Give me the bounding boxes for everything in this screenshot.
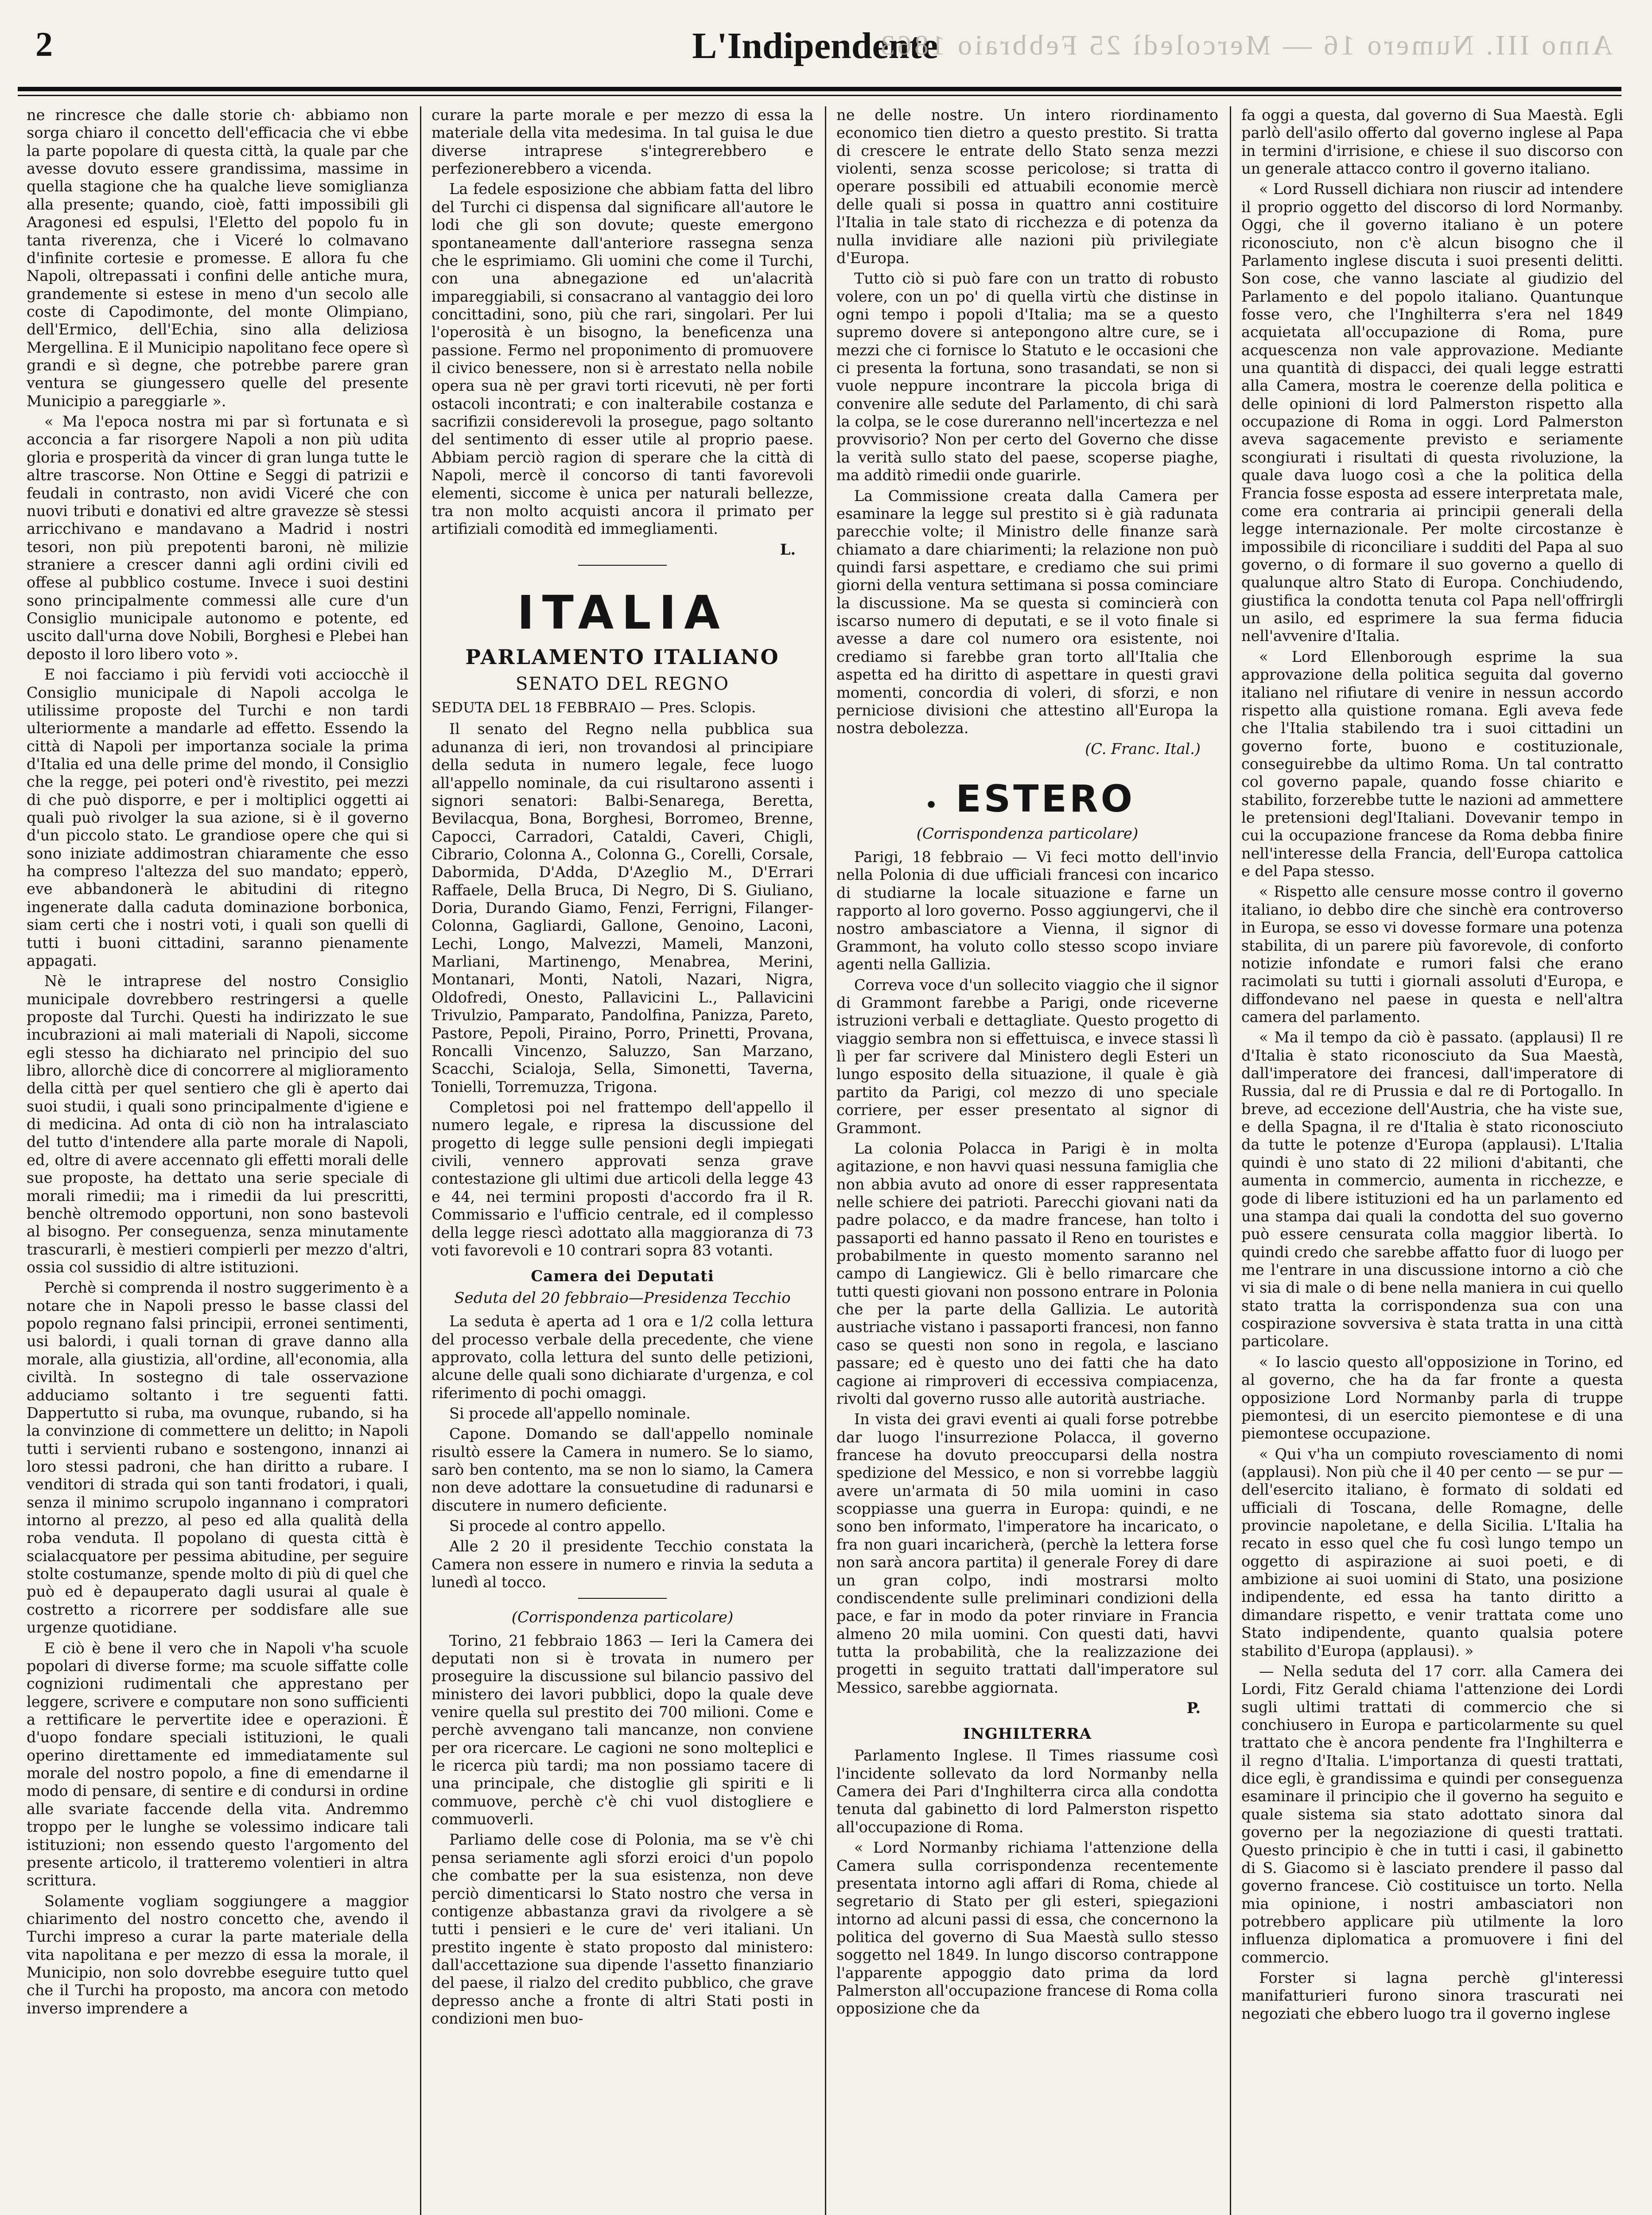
paragraph: Forster si lagna perchè gl'interessi manifatturieri furono sinora trascurati nei negoziati che ebbero luogo tra il governo inglese bbox=[1241, 1969, 1623, 2022]
paragraph: Solamente vogliam soggiungere a maggior chiarimento del nostro concetto che, avendo il Turchi impreso a curar la parte materiale della vita napolitana e per mezzo di essa la morale, il Municipio, non solo dovrebbe eseguire tutto quel che il Turchi ha proposto, ma ancora con metodo inverso imprendere a bbox=[27, 1892, 408, 2017]
paragraph: La Commissione creata dalla Camera per esaminare la legge sul prestito si è già radunata parecchie volte; il Ministro delle finanze sarà chiamato a dare chiarimenti; la relazione non può quindi farsi aspettare, e crediamo che sui primi giorni della ventura settimana si possa cominciare la discussione. Ma se questa si comincierà con iscarso numero di deputati, e se il voto finale si avesse a dare col numero ora esistente, noi crediamo si farebbe gran torto all'Italia che aspetta ed ha diritto di aspettare in questi gravi momenti, concordia di voleri, di sforzi, e non perniciose divisioni che attestino all'Europa la nostra debolezza. bbox=[836, 487, 1218, 737]
paragraph: Si procede all'appello nominale. bbox=[449, 1404, 691, 1422]
paragraph: E ciò è bene il vero che in Napoli v'ha scuole popolari di diverse forme; ma scuole siffatte colle cognizioni rudimentali che apprestano per leggere, scrivere e computare non sono sufficienti a rettificare le pervertite idee e operazioni. È d'uopo fondare speciali istituzioni, le quali operino direttamente ed immediatamente sul morale del nostro popolo, a fine di emendarne il modo di pensare, di sentire e di condursi in ordine alle svariate faccende della vita. Andremmo troppo per le lunghe se volessimo indicare tali istituzioni; non essendo questo l'argomento del presente articolo, il tratteremo volentieri in altra scrittura. bbox=[27, 1639, 408, 1889]
column-divider bbox=[1230, 106, 1231, 2215]
paragraph: Tutto ciò si può fare con un tratto di robusto volere, con un po' di quella virtù che distinse in ogni tempo i popoli d'Italia; ma se a questo supremo dovere si antepongono altre cure, se i mezzi che ci fornisce lo Statuto e le occasioni che ci presenta la fortuna, sono trasandati, se non si vuole neppure incontrare la piccola briga di convenire alle sedute del Parlamento, di chi sarà la colpa, se le cose dureranno nell'incertezza e nel provvisorio? Non per certo del Governo che disse la verità sullo stato del paese, scoperse piaghe, ma additò rimedii onde guarirle. bbox=[836, 270, 1218, 484]
paragraph: « Lord Russell dichiara non riuscir ad intendere il proprio oggetto del discorso di lord Normanby. Oggi, che il governo italiano è un potere riconosciuto, non c'è alcun bisogno che il Parlamento inglese discuta i suoi presenti delitti. Son cose, che vanno lasciate al giudizio del Parlamento e del popolo italiano. Quantunque fosse vero, che l'Inghilterra s'era nel 1849 acquietata all'occupazione di Roma, pure acquescenza non vale approvazione. Mediante una quantità di dispacci, dei quali legge estratti alla Camera, mostra le coerenze della politica e delle opinioni di lord Palmerston rispetto alla occupazione di Roma in oggi. Lord Palmerston aveva sagacemente previsto e seriamente scongiurati i risultati di questa rivoluzione, la quale dava luogo così a che la politica della Francia fosse esposta ad essere interpretata male, come era contraria ai principii generali della legge internazionale. Per molte circostanze è impossibile di riconciliare i sudditi del Papa al suo governo, o di formare il suo governo a quello di qualunque altro Stato di Europa. Conchiudendo, giustifica la condotta tenuta col Papa nell'offrirgli un asilo, ed esprimere la sua ferma fiducia nell'avvenire d'Italia. bbox=[1241, 180, 1623, 645]
paragraph: Nè le intraprese del nostro Consiglio municipale dovrebbero restringersi a quelle proposte dal Turchi. Questi ha indirizzato le sue incubrazioni ai mali materiali di Napoli, siccome egli stesso ha dichiarato nel principio del suo libro, allorchè dice di concorrere al miglioramento della città per quel sentiero che gli è aperto dai suoi studii, i quali sono principalmente d'igiene e di medicina. Ad onta di ciò non ha intralasciato del tutto d'intendere alla parte morale di Napoli, ed, oltre di avere accennato gli effetti morali delle sue proposte, ha dettato una serie speciale di morali rimedii; ma i rimedii da lui prescritti, benchè oltremodo opportuni, non sono bastevoli al bisogno. Per conseguenza, senza minutamente trascurarli, è mestieri compierli per mezzo d'altri, ossia col sussidio di altre istituzioni. bbox=[27, 972, 408, 1276]
page-number: 2 bbox=[35, 25, 53, 63]
paragraph: Completosi poi nel frattempo dell'appello il numero legale, e ripresa la discussione del progetto di legge sulle pensioni degli impiegati civili, vennero approvati senza grave contestazione gli ultimi due articoli della legge 43 e 44, nei termini proposti d'accordo fra il R. Commissario e l'ufficio centrale, ed il complesso della legge riescì adottato alla maggioranza di 73 voti favorevoli e 10 contrari sopra 83 votanti. bbox=[431, 1099, 813, 1259]
paragraph: — Nella seduta del 17 corr. alla Camera dei Lordi, Fitz Gerald chiama l'attenzione dei Lordi sugli ultimi trattati di commercio che si conchiusero in Europa e particolarmente su quel trattato che è ancora pendente fra l'Inghilterra e il regno d'Italia. L'importanza di questi trattati, dice egli, è grandissima e quindi per conseguenza esaminare il principio che il governo ha seguito e quale sistema sia stato adottato sinora dal governo per la negoziazione di questi trattati. Questo principio è che in tutti i casi, il gabinetto di S. Giacomo si è lasciato prendere il passo dal governo francese. Ciò costituisce un torto. Nella mia opinione, i nostri ambasciatori non potrebbero applicare più utilmente la loro influenza diplomatica a promuovere i fini del commercio. bbox=[1241, 1662, 1623, 1966]
camera-heading: Camera dei Deputati bbox=[531, 1267, 714, 1286]
corrispondenza-heading: (Corrispondenza particolare) bbox=[916, 825, 1139, 843]
paragraph: Alle 2 20 il presidente Tecchio constata la Camera non essere in numero e rinvia la seduta a lunedì al tocco. bbox=[431, 1538, 813, 1591]
article-signature: P. bbox=[1186, 1699, 1201, 1717]
paragraph: « Ma il tempo da ciò è passato. (applausi) Il re d'Italia è stato riconosciuto da Sua Maestà, dall'imperatore dei francesi, dall'imperatore di Russia, dal re di Prussia e dal re di Portogallo. In breve, ad eccezione dell'Austria, che ha viste sue, e della Spagna, il re d'Italia è stato riconosciuto da tutte le potenze d'Europa (applausi). L'Italia quindi è uno stato di 22 milioni d'abitanti, che aumenta in commercio, aumenta in ricchezze, e gode di libere istituzioni ed ha un parlamento ed una stampa dai quali la condotta del suo governo può essere censurata colla maggior libertà. Io quindi credo che sarebbe affatto fuor di luogo per me l'entrare in una discussione intorno a ciò che vi sia di male o di bene nella maniera in cui quello stato tratta la corrispondenza sua con una cospirazione sovversiva è stata tratta in una città particolare. bbox=[1241, 1029, 1623, 1350]
seduta-line: SEDUTA DEL 18 FEBBRAIO — Pres. Sclopis. bbox=[431, 699, 756, 716]
paragraph: Parlamento Inglese. Il Times riassume così l'incidente sollevato da lord Normanby nella Camera dei Pari d'Inghilterra circa alla condotta tenuta dal gabinetto di lord Palmerston rispetto all'occupazione di Roma. bbox=[836, 1747, 1218, 1836]
column-3 bbox=[836, 106, 1218, 2215]
corrispondenza-heading: (Corrispondenza particolare) bbox=[511, 1608, 734, 1626]
column-divider bbox=[420, 106, 421, 2215]
column-divider bbox=[825, 106, 826, 2215]
paragraph: « Ma l'epoca nostra mi par sì fortunata e sì acconcia a far risorgere Napoli a non più udita gloria e prosperità da vincer di gran lunga tutte le altre trascorse. Non Ottine e Seggi di patrizii e feudali in contrasto, non avidi Viceré che con nuovi tributi e donativi ed altre gravezze sè stessi arricchivano e mandavano a Madrid i nostri tesori, non più prepotenti baroni, nè milizie straniere a crescer danni agli ordini civili ed offese al pubblico costume. Invece i suoi destini sono principalmente commessi alle cure d'un Consiglio municipale autonomo e potente, ed uscito dall'urna dove Nobili, Borghesi e Plebei han deposto il loro libero voto ». bbox=[27, 413, 408, 663]
paragraph: La colonia Polacca in Parigi è in molta agitazione, e non havvi quasi nessuna famiglia che non abbia avuto ad onore di esser rappresentata nelle schiere dei patrioti. Parecchi giovani nati da padre polacco, e da madre francese, han tolto i passaporti ed hanno passato il Reno en touristes e probabilmente in questo momento saranno nel campo di Langiewicz. Gli è bello rimarcare che tutti questi giovani non possono entrare in Polonia che per la parte della Gallizia. Le autorità austriache vistano i passaporti francesi, non fanno caso se questi non sono in regola, e lasciano passare; ed è questo uno dei fatti che ha dato cagione ai rimproveri di eccessiva compiacenza, rivolti dal governo russo alle autorità austriache. bbox=[836, 1139, 1218, 1407]
masthead: L'Indipendente bbox=[692, 25, 938, 66]
section-divider bbox=[578, 565, 667, 566]
paragraph: Si procede al contro appello. bbox=[449, 1517, 666, 1535]
page-header bbox=[18, 24, 1613, 78]
paragraph: « Io lascio questo all'opposizione in Torino, ed al governo, che ha da far fronte a questa opposizione Lord Normanby parla di truppe piemontesi, di un esercito piemontese e di una piemontese occupazione. bbox=[1241, 1353, 1623, 1442]
estero-label: ESTERO bbox=[956, 777, 1135, 820]
paragraph: Il senato del Regno nella pubblica sua adunanza di ieri, non trovandosi al principiare della seduta in numero legale, fece luogo all'appello nominale, da cui risultarono assenti i signori senatori: Balbi-Senarega, Beretta, Bevilacqua, Bona, Borghesi, Borromeo, Brenne, Capocci, Carradori, Cataldi, Caveri, Chigli, Cibrario, Colonna A., Colonna G., Corelli, Corsale, Dabormida, D'Adda, D'Azeglio M., D'Errari Raffaele, Della Bruca, Di Negro, Di S. Giuliano, Doria, Durando Giamo, Fenzi, Ferrigni, Filanger-Colonna, Gagliardi, Gallone, Genoino, Laconi, Lechi, Longo, Malvezzi, Mameli, Manzoni, Marliani, Martinengo, Menabrea, Merini, Montanari, Monti, Natoli, Nazari, Nigra, Oldofredi, Onesto, Pallavicini L., Pallavicini Trivulzio, Pamparato, Pandolfina, Panizza, Pareto, Pastore, Pepoli, Piraino, Porro, Prinetti, Provana, Roncalli Vincenzo, Saluzzo, San Marzano, Scacchi, Scialoja, Sella, Simonetti, Taverna, Tonielli, Torremuzza, Trigona. bbox=[431, 720, 813, 1096]
inghilterra-heading: INGHILTERRA bbox=[963, 1725, 1092, 1743]
paragraph: La fedele esposizione che abbiam fatta del libro del Turchi ci dispensa dal significare all'autore le lodi che gli son dovute; queste emergono spontaneamente dall'anteriore rassegna senza che le esprimiamo. Gli uomini che come il Turchi, con una abnegazione ed un'alacrità impareggiabili, si consacrano al vantaggio dei loro concittadini, sono, più che rari, singolari. Per lui l'operosità è un bisogno, la beneficenza una passione. Fermo nel proponimento di promuovere il civico benessere, non si è arrestato nella nobile opera sua nè per gravi torti ricevuti, nè per forti ostacoli incontrati; e con inalterabile costanza e sacrifizii considerevoli la prosegue, pago soltanto del sentimento di esser utile al proprio paese. Abbiam perciò ragion di sperare che la città di Napoli, mercè il concorso di tanti favorevoli elementi, siccome è unica per naturali bellezze, tra non molto acquisti ancora il primato per artifiziali comodità ed immegliamenti. bbox=[431, 180, 813, 538]
senato-heading: SENATO DEL REGNO bbox=[515, 673, 730, 694]
paragraph: curare la parte morale e per mezzo di essa la materiale della vita medesima. In tal guisa le due diverse intraprese s'integrerebbero e perfezionerebbero a vicenda. bbox=[431, 106, 813, 178]
paragraph: E noi facciamo i più fervidi voti acciocchè il Consiglio municipale di Napoli accolga le utilissime proposte del Turchi e non tardi ulteriormente a mandarle ad effetto. Essendo la città di Napoli per importanza sociale la prima d'Italia ed una delle prime del mondo, il Consiglio che la regge, pei poteri ond'è rivestito, pei mezzi di che può disporre, e per i moltiplici oggetti ai quali può rivolger la sua azione, si è il governo d'un piccolo stato. Le grandiose opere che qui si sono iniziate addimostran chiaramente che esso ha compreso l'altezza del suo mandato; epperò, eve abbandonerà le abitudini di ritegno ingenerate dalla caduta dominazione borbonica, siam certi che i nostri voti, i quali son quelli di tutti i buoni cittadini, saranno pienamente appagati. bbox=[27, 666, 408, 969]
paragraph: Capone. Domando se dall'appello nominale risultò essere la Camera in numero. Se lo siamo, sarò ben contento, ma se non lo siamo, la Camera non deve adottare la consuetudine di radunarsi e discutere in numero deficiente. bbox=[431, 1425, 813, 1514]
paragraph: « Lord Ellenborough esprime la sua approvazione della politica seguita dal governo italiano nel rifiutare di venire in nessun accordo rispetto alla quistione romana. Egli aveva fede che l'Italia stabilendo tra i suoi cittadini un governo forte, buono e costituzionale, conseguirebbe da ultimo Roma. Un tal contratto col governo papale, quando fosse chiarito e stabilito, forzerebbe tutte le nazioni ad ammettere le pretensioni degl'Italiani. Dovevanir tempo in cui la occupazione francese da Roma debba finire nell'interesse della Francia, dell'Europa cattolica e del Papa stesso. bbox=[1241, 648, 1623, 880]
bleed-through-text: Anno III. Numero 16 — Mercoledì 25 Febbraio 1863 bbox=[878, 29, 1613, 61]
article-source: (C. Franc. Ital.) bbox=[1085, 740, 1201, 758]
header-rule-thin bbox=[18, 95, 1621, 96]
column-2 bbox=[431, 106, 813, 2215]
camera-seduta: Seduta del 20 febbraio—Presidenza Tecchio bbox=[454, 1289, 791, 1307]
paragraph: fa oggi a questa, dal governo di Sua Maestà. Egli parlò dell'asilo offerto dal governo inglese al Papa in termini d'irrisione, e chiese il suo discorso con un generale attacco contro il governo italiano. bbox=[1241, 106, 1623, 178]
section-divider bbox=[578, 1598, 667, 1599]
paragraph: In vista dei gravi eventi ai quali forse potrebbe dar luogo l'insurrezione Polacca, il governo francese ha dovuto preoccuparsi della nostra spedizione del Messico, e non si vorrebbe laggiù avere un'armata di 50 mila uomini in caso scoppiasse una guerra in Europa: quindi, e ne sono ben informato, l'imperatore ha incaricato, o fra non guari incaricherà, (perchè la lettera forse non sarà ancora partita) il generale Forey di dare un gran colpo, indi mostrarsi molto condiscendente sulle preliminari condizioni della pace, e far in modo da poter rinviare in Francia almeno 20 mila uomini. Con questi dati, havvi tutta la probabilità, che la realizzazione dei progetti in seguito trattati dall'imperatore sul Messico, sarebbe aggiornata. bbox=[836, 1411, 1218, 1696]
section-title-italia: ITALIA bbox=[517, 585, 728, 640]
column-4 bbox=[1241, 106, 1623, 2215]
paragraph: La seduta è aperta ad 1 ora e 1/2 colla lettura del processo verbale della precedente, che viene approvato, colla lettura del sunto delle petizioni, alcune delle quali sono dichiarate d'urgenza, e col riferimento di pochi omaggi. bbox=[431, 1313, 813, 1402]
article-signature: L. bbox=[780, 540, 796, 558]
parlamento-heading: PARLAMENTO ITALIANO bbox=[465, 645, 780, 669]
paragraph: « Rispetto alle censure mosse contro il governo italiano, io debbo dire che sinchè era controverso in Europa, se esso vi dovesse formare una potenza stabilita, di un parere più favorevole, di conforto notizie infondate e rumori falsi che erano racimolati su tutti i giornali assoluti d'Europa, e diffondevano nel paese in questa e nell'altra camera del parlamento. bbox=[1241, 883, 1623, 1026]
paragraph: « Qui v'ha un compiuto rovesciamento di nomi (applausi). Non più che il 40 per cento — se pur — dell'esercito italiano, è formato di soldati ed ufficiali di Toscana, delle Romagne, delle provincie napoletane, e della Sicilia. L'Italia ha recato in esso quel che fu così lungo tempo un oggetto di aspirazione ai suoi poeti, e di ambizione ai suoi uomini di Stato, una posizione indipendente, ed essa ha tanto diritto a dimandare rispetto, e venir trattata come uno Stato indipendente, quanto qualsia potere stabilito d'Europa (applausi). » bbox=[1241, 1445, 1623, 1659]
section-title-estero bbox=[836, 777, 1218, 821]
paragraph: Parliamo delle cose di Polonia, ma se v'è chi pensa seriamente agli sforzi eroici d'un popolo che combatte per la sua esistenza, non deve perciò dimenticarsi lo Stato nostro che versa in contigenze abbastanza gravi da rivolgere a sè tutti i pensieri e le cure de' veri italiani. Un prestito ingente è stato proposto dal ministero: dall'accettazione sua dipende l'assetto finanziario del paese, il rialzo del credito pubblico, che grave depresso anche a fronte di altri Stati posti in condizioni men buo- bbox=[431, 1831, 813, 2028]
header-rule-thick bbox=[18, 87, 1621, 91]
newspaper-columns bbox=[27, 106, 1621, 2215]
paragraph: ne rincresce che dalle storie ch· abbiamo non sorga chiaro il concetto dell'efficacia che vi ebbe la parte popolare di questa città, la quale par che avesse dovuto essere grandissima, massime in quella stagione che ha qualche lieve somiglianza alla presente; quando, cioè, fatti impossibili gli Aragonesi ed espulsi, l'Eletto del popolo fu in tanta riverenza, che i Viceré lo colmavano d'infinite cortesie e promesse. E allora fu che Napoli, oltrepassati i confini delle antiche mura, grandemente si estese in meno d'un secolo alle coste di Capodimonte, del monte Olimpiano, dell'Ermico, dell'Echia, sino alla deliziosa Mergellina. E il Municipio napolitano fece opere sì grandi e sì degne, che potrebbe parere gran ventura se giungessero quelle del presente Municipio a pareggiarle ». bbox=[27, 106, 408, 410]
bullet-icon: • bbox=[925, 793, 941, 816]
column-1 bbox=[27, 106, 408, 2215]
paragraph: Parigi, 18 febbraio — Vi feci motto dell'invio nella Polonia di due ufficiali francesi con incarico di studiarne la locale situazione e farne un rapporto al loro governo. Posso aggiungervi, che il nostro ambasciatore a Vienna, il signor di Grammont, ha voluto collo stesso scopo inviare agenti nella Gallizia. bbox=[836, 848, 1218, 973]
paragraph: « Lord Normanby richiama l'attenzione della Camera sulla corrispondenza recentemente presentata intorno agli affari di Roma, chiede al segretario di Stato per gli esteri, spiegazioni intorno ad alcuni passi di essa, che concernono la politica del governo di Sua Maestà sullo stesso soggetto nel 1849. In lungo discorso contrappone l'apparente appoggio dato prima da lord Palmerston all'occupazione francese di Roma colla opposizione che da bbox=[836, 1839, 1218, 2017]
paragraph: Perchè si comprenda il nostro suggerimento è a notare che in Napoli presso le basse classi del popolo regnano falsi principii, erronei sentimenti, usi balordi, i quali tornan di grave danno alla morale, alla giustizia, all'ordine, all'economia, alla civiltà. In sostegno di tale osservazione adduciamo soltanto i tre seguenti fatti. Dappertutto si ruba, ma ovunque, rubando, si ha la convinzione di commettere un delitto; in Napoli tutti i servienti rubano e sostengono, innanzi ai loro stessi padroni, che han diritto a rubare. I venditori di strada qui son tanti frodatori, i quali, senza il minimo scrupolo ingannano i compratori intorno al prezzo, al peso ed alla qualità della roba venduta. Il popolano di questa città è scialacquatore per pessima abitudine, per seguire stolte costumanze, spende molto di più di quel che può ed è depauperato dagli usurai al quale è costretto a ricorrere per soddisfare alle sue urgenze quotidiane. bbox=[27, 1279, 408, 1636]
paragraph: Torino, 21 febbraio 1863 — Ieri la Camera dei deputati non si è trovata in numero per proseguire la discussione sul bilancio passivo del ministero dei lavori pubblici, dopo la quale deve venire quella sul prestito dei 700 milioni. Come e perchè avvengano tali mancanze, non conviene per ora ricercare. Le cagioni ne sono molteplici e le ricerca più tardi; ma non possiamo tacere di una principale, che distoglie gli spiriti e li commuove, perchè c'è chi vuol distogliere e commuoverli. bbox=[431, 1632, 813, 1828]
paragraph: ne delle nostre. Un intero riordinamento economico tien dietro a questo prestito. Si tratta di crescere le entrate dello Stato senza mezzi violenti, senza scosse pericolose; si tratta di operare possibili ed attuabili economie mercè delle quali si possa in quattro anni costituire l'Italia in tale stato di ricchezza e di potenza da nulla invidiare alle nazioni più privilegiate d'Europa. bbox=[836, 106, 1218, 267]
paragraph: Correva voce d'un sollecito viaggio che il signor di Grammont farebbe a Parigi, onde riceverne istruzioni verbali e dettagliate. Questo progetto di viaggio sembra non si effettuisca, e invece stassi lì lì per far scrivere dal Ministero degli Esteri un lungo esposito della situazione, il quale è già partito da Parigi, col mezzo di uno speciale corriere, per esser presentato al signor di Grammont. bbox=[836, 976, 1218, 1137]
